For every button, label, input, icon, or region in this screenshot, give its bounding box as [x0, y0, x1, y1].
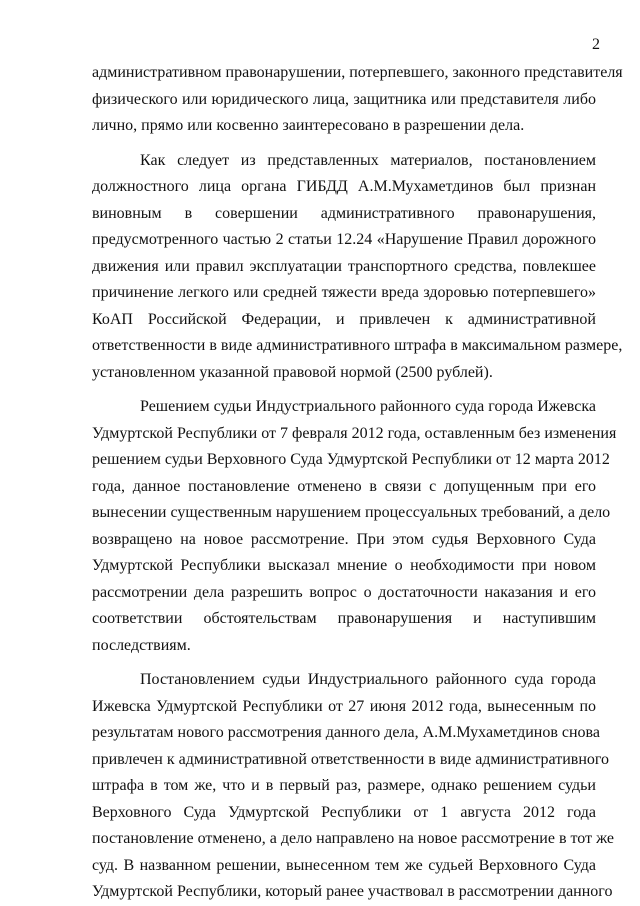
text-line: результатам нового рассмотрения данного дела, А.М.Мухаметдинов снова	[92, 724, 600, 741]
paragraph	[92, 60, 623, 140]
paragraph	[92, 148, 623, 387]
text-line: предусмотренного частью 2 статьи 12.24 «Нарушение Правил дорожного	[92, 231, 596, 248]
text-line: виновным в совершении административного правонарушения,	[92, 204, 596, 222]
text-line: должностного лица органа ГИБДД А.М.Мухаметдинов был признан	[92, 178, 596, 195]
text-line: последствиям.	[92, 636, 191, 654]
document-body	[92, 60, 623, 906]
text-line: постановление отменено, а дело направлено на новое рассмотрение в тот же	[92, 830, 615, 847]
text-line: решением судьи Верховного Суда Удмуртской Республики от 12 марта 2012	[92, 451, 610, 468]
text-line: Удмуртской Республики от 7 февраля 2012 года, оставленным без изменения	[92, 424, 617, 442]
text-line: физического или юридического лица, защитника или представителя либо	[92, 90, 596, 108]
text-line: Удмуртской Республики высказал мнение о необходимости при новом	[92, 557, 596, 574]
text-line: Как следует из представленных материалов, постановлением	[140, 151, 596, 169]
text-line: установленном указанной правовой нормой (2500 рублей).	[92, 363, 493, 381]
text-line: Постановлением судьи Индустриального районного суда города	[140, 671, 596, 688]
text-line: соответствии обстоятельствам правонарушения и наступившим	[92, 610, 596, 627]
text-line: привлечен к административной ответственности в виде административного	[92, 750, 610, 768]
text-line: лично, прямо или косвенно заинтересовано в разрешении дела.	[92, 117, 525, 134]
paragraph	[92, 667, 615, 906]
text-line: ответственности в виде административного штрафа в максимальном размере,	[92, 337, 623, 354]
text-line: Решением судьи Индустриального районного суда города Ижевска	[140, 398, 596, 415]
text-line: административном правонарушении, потерпевшего, законного представителя	[92, 64, 623, 81]
text-line: движения или правил эксплуатации транспортного средства, повлекшее	[92, 257, 596, 275]
text-line: штрафа в том же, что и в первый раз, размере, однако решением судьи	[92, 777, 596, 794]
text-line: Удмуртской Республики, который ранее участвовал в рассмотрении данного	[92, 883, 613, 900]
text-line: рассмотрении дела разрешить вопрос о достаточности наказания и его	[92, 583, 596, 601]
text-line: возвращено на новое рассмотрение. При этом судья Верховного Суда	[92, 530, 596, 548]
page-number: 2	[592, 36, 600, 53]
paragraph	[92, 394, 617, 659]
text-line: года, данное постановление отменено в связи с допущенным при его	[92, 477, 596, 495]
text-line: суд. В названном решении, вынесенном тем же судьей Верховного Суда	[92, 856, 596, 874]
text-line: Верховного Суда Удмуртской Республики от 1 августа 2012 года	[92, 803, 596, 821]
text-line: Ижевска Удмуртской Республики от 27 июня 2012 года, вынесенным по	[92, 697, 596, 715]
text-line: вынесении существенным нарушением процессуальных требований, а дело	[92, 504, 611, 521]
text-line: КоАП Российской Федерации, и привлечен к административной	[92, 310, 596, 328]
text-line: причинение легкого или средней тяжести вреда здоровью потерпевшего»	[92, 284, 596, 301]
